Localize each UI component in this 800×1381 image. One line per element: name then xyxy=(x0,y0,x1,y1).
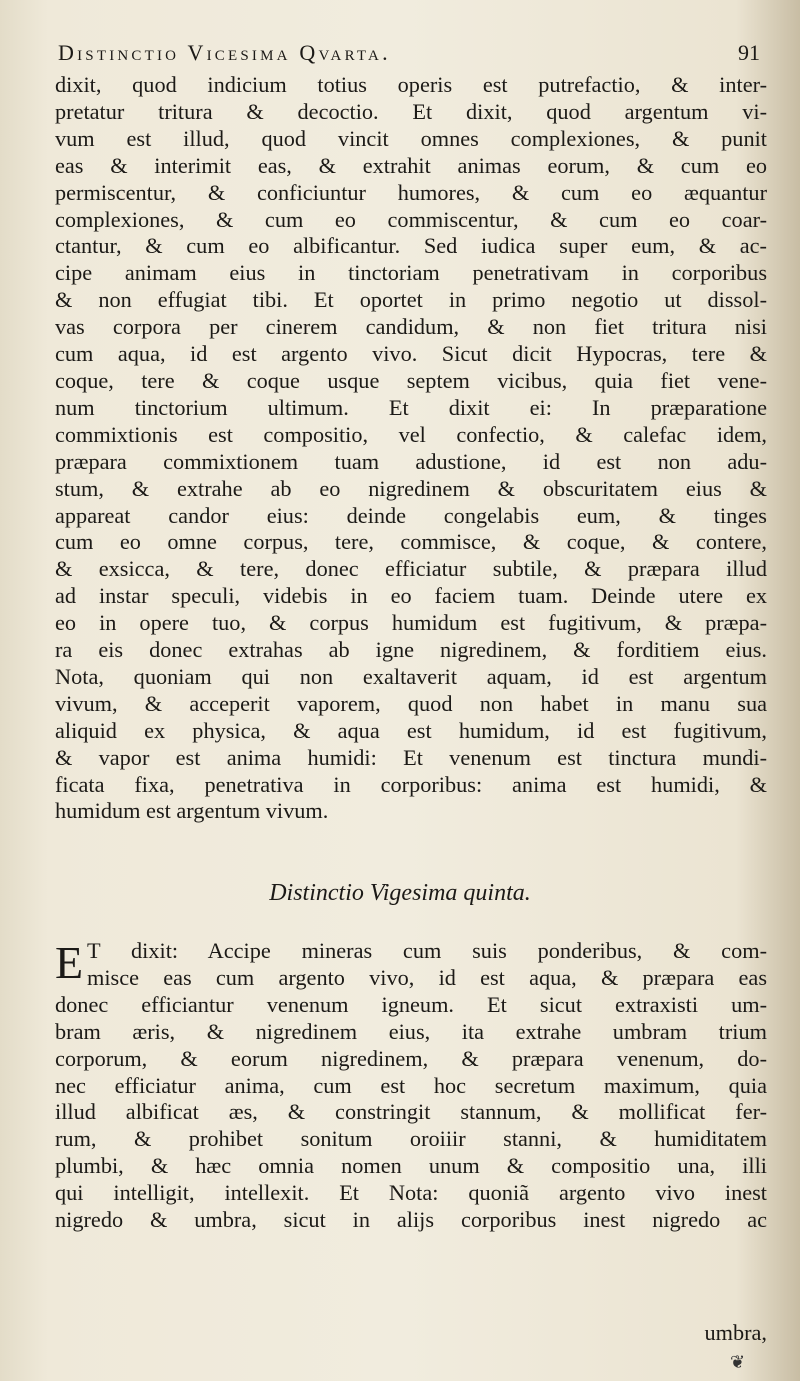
text-line: corporum, & eorum nigredinem, & præpara venenum, do- xyxy=(55,1045,767,1071)
text-line: plumbi, & hæc omnia nomen unum & compositio una, illi xyxy=(55,1153,767,1179)
text-line: eas & interimit eas, & extrahit animas eorum, & cum eo xyxy=(55,152,767,178)
text-line: bram æris, & nigredinem eius, ita extrahe umbram trium xyxy=(55,1018,767,1044)
text-line: ra eis donec extrahas ab igne nigredinem, & forditiem eius. xyxy=(55,637,767,663)
text-line: & exsicca, & tere, donec efficiatur subtile, & præpara illud xyxy=(55,556,767,582)
page-header xyxy=(58,40,770,76)
text-line: Nota, quoniam qui non exaltaverit aquam, id est argentum xyxy=(55,663,767,689)
section-1-text xyxy=(55,72,767,825)
text-line: cum eo omne corpus, tere, commisce, & coque, & contere, xyxy=(55,529,767,555)
text-line: cum aqua, id est argento vivo. Sicut dicit Hypocras, tere & xyxy=(55,341,767,367)
text-line: appareat candor eius: deinde congelabis eum, & tinges xyxy=(55,502,767,528)
ornament-icon: ❦ xyxy=(730,1352,746,1373)
text-line: donec efficiantur venenum igneum. Et sicut extraxisti um- xyxy=(55,991,767,1017)
text-line: commixtionis est compositio, vel confectio, & calefac idem, xyxy=(55,421,767,447)
text-line: eo in opere tuo, & corpus humidum est fugitivum, & præpa- xyxy=(55,610,767,636)
text-line: ficata fixa, penetrativa in corporibus: anima est humidi, & xyxy=(55,771,767,797)
text-line: T dixit: Accipe mineras cum suis ponderibus, & com- xyxy=(87,938,767,963)
section-2-text xyxy=(55,938,767,1234)
text-line: & non effugiat tibi. Et oportet in primo negotio ut dissol- xyxy=(55,287,767,313)
catchword: umbra, xyxy=(704,1320,767,1345)
text-line: vivum, & acceperit vaporem, quod non habet in manu sua xyxy=(55,690,767,716)
text-line: qui intelligit, intellexit. Et Nota: quoniã argento vivo inest xyxy=(55,1180,767,1206)
text-line: nec efficiatur anima, cum est hoc secretum maximum, quia xyxy=(55,1072,767,1098)
section-2-lines xyxy=(55,938,767,1234)
drop-initial: E xyxy=(55,937,84,988)
text-line: aliquid ex physica, & aqua est humidum, id est fugitivum, xyxy=(55,717,767,743)
text-line: cipe animam eius in tinctoriam penetrativam in corporibus xyxy=(55,260,767,286)
running-head: Distinctio Vicesima Qvarta. xyxy=(58,40,391,65)
text-line: ad instar speculi, videbis in eo faciem tuam. Deinde utere ex xyxy=(55,583,767,609)
text-line: complexiones, & cum eo commiscentur, & cum eo coar- xyxy=(55,206,767,232)
text-line: coque, tere & coque usque septem vicibus, quia fiet vene- xyxy=(55,367,767,393)
text-line: pretatur tritura & decoctio. Et dixit, quod argentum vi- xyxy=(55,98,767,124)
text-line: humidum est argentum vivum. xyxy=(55,798,329,824)
text-line: vas corpora per cinerem candidum, & non fiet tritura nisi xyxy=(55,314,767,340)
text-line: permiscentur, & conficiuntur humores, & cum eo æquantur xyxy=(55,179,767,205)
text-line: misce eas cum argento vivo, id est aqua, & præpara eas xyxy=(87,964,767,990)
text-line: num tinctorium ultimum. Et dixit ei: In præparatione xyxy=(55,394,767,420)
text-line: ctantur, & cum eo albificantur. Sed iudica super eum, & ac- xyxy=(55,233,767,259)
text-line: rum, & prohibet sonitum oroiiir stanni, & humiditatem xyxy=(55,1126,767,1152)
text-line: illud albificat æs, & constringit stannum, & mollificat fer- xyxy=(55,1099,767,1125)
page-number: 91 xyxy=(738,40,760,65)
text-line: vum est illud, quod vincit omnes complexiones, & punit xyxy=(55,125,767,151)
text-line: stum, & extrahe ab eo nigredinem & obscuritatem eius & xyxy=(55,475,767,501)
text-line: præpara commixtionem tuam adustione, id est non adu- xyxy=(55,448,767,474)
section-2-heading: Distinctio Vigesima quinta. xyxy=(269,880,531,906)
text-line: & vapor est anima humidi: Et venenum est tinctura mundi- xyxy=(55,744,767,770)
text-line: dixit, quod indicium totius operis est putrefactio, & inter- xyxy=(55,72,767,97)
text-line: nigredo & umbra, sicut in alijs corporibus inest nigredo ac xyxy=(55,1207,767,1233)
